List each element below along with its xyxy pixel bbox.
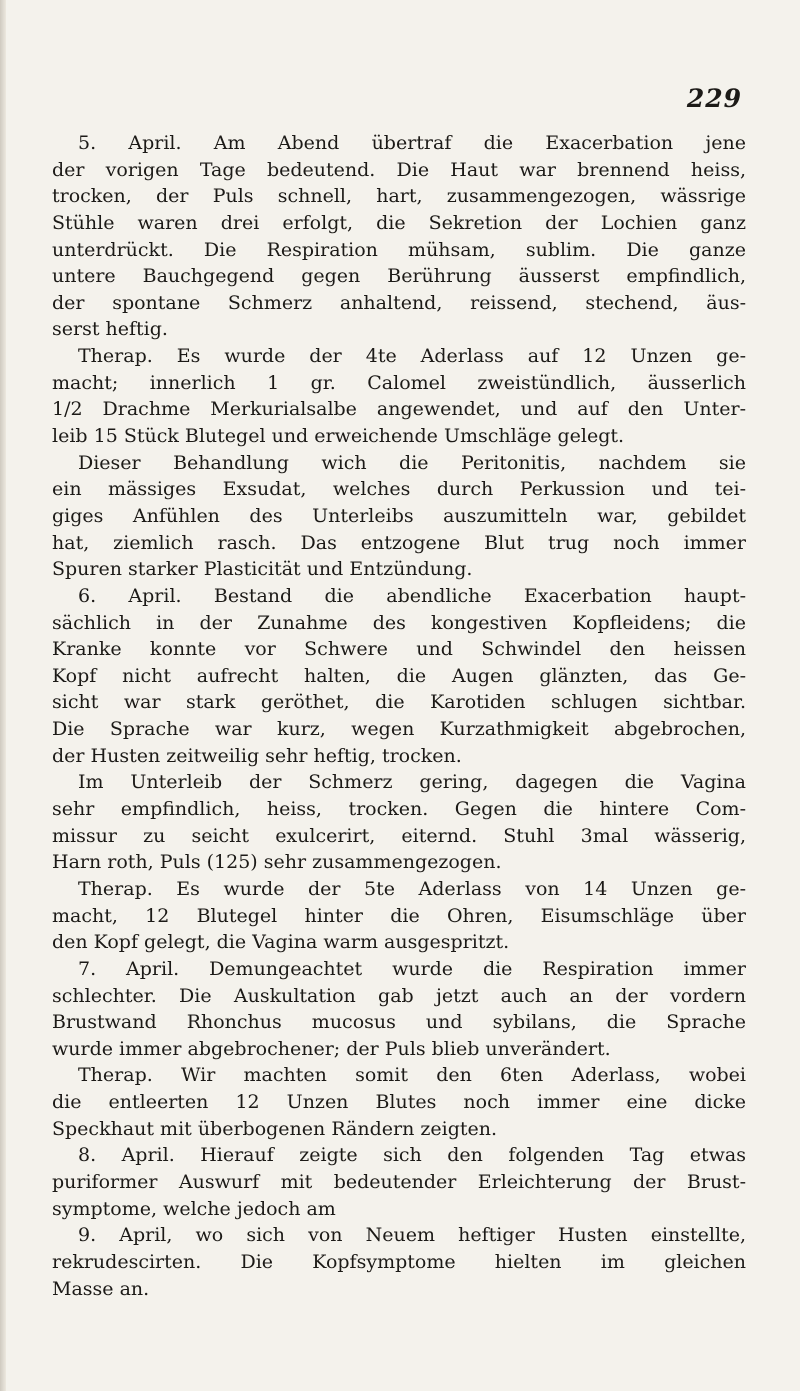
text-line: 7. April. Demungeachtet wurde die Respiration immer (78, 957, 746, 980)
text-line: missur zu seicht exulcerirt, eiternd. Stuhl 3mal wässerig, (52, 824, 746, 847)
text-line: Brustwand Rhonchus mucosus und sybilans, die Sprache (52, 1011, 746, 1034)
text-line: der spontane Schmerz anhaltend, reissend, stechend, äus- (52, 291, 746, 314)
page-number: 229 (686, 84, 742, 113)
text-line: trocken, der Puls schnell, hart, zusammengezogen, wässrige (52, 185, 746, 208)
text-line: puriformer Auswurf mit bedeutender Erleichterung der Brust- (52, 1170, 746, 1193)
text-line: macht, 12 Blutegel hinter die Ohren, Eisumschläge über (52, 904, 746, 927)
text-line: Kopf nicht aufrecht halten, die Augen glänzten, das Ge- (52, 664, 746, 687)
text-line: symptome, welche jedoch am (52, 1197, 336, 1220)
text-line: Kranke konnte vor Schwere und Schwindel den heissen (52, 638, 746, 661)
text-line: Im Unterleib der Schmerz gering, dagegen die Vagina (78, 771, 746, 794)
text-line: der vorigen Tage bedeutend. Die Haut war brennend heiss, (52, 158, 746, 181)
text-line: sehr empfindlich, heiss, trocken. Gegen die hintere Com- (52, 798, 746, 821)
text-line: 9. April, wo sich von Neuem heftiger Husten einstellte, (78, 1224, 746, 1247)
text-line: untere Bauchgegend gegen Berührung äusserst empfindlich, (52, 265, 746, 288)
text-line: 5. April. Am Abend übertraf die Exacerbation jene (78, 132, 746, 154)
text-line: ein mässiges Exsudat, welches durch Perkussion und tei- (52, 478, 746, 501)
text-line: die entleerten 12 Unzen Blutes noch immer eine dicke (52, 1091, 746, 1114)
text-line: 6. April. Bestand die abendliche Exacerbation haupt- (78, 584, 746, 607)
text-line: Stühle waren drei erfolgt, die Sekretion der Lochien ganz (52, 211, 746, 234)
text-line: Masse an. (52, 1277, 150, 1300)
text-line: Therap. Es wurde der 5te Aderlass von 14 Unzen ge- (78, 877, 746, 900)
text-line: rekrudescirten. Die Kopfsymptome hielten im gleichen (52, 1250, 746, 1273)
page-edge (0, 0, 6, 1391)
text-line: Dieser Behandlung wich die Peritonitis, nachdem sie (78, 451, 746, 474)
text-line: 1/2 Drachme Merkurialsalbe angewendet, und auf den Unter- (52, 398, 746, 421)
text-line: den Kopf gelegt, die Vagina warm ausgespritzt. (52, 931, 510, 954)
text-line: hat, ziemlich rasch. Das entzogene Blut trug noch immer (52, 531, 746, 554)
text-line: serst heftig. (52, 318, 168, 341)
text-line: 8. April. Hierauf zeigte sich den folgenden Tag etwas (78, 1144, 746, 1167)
text-line: Die Sprache war kurz, wegen Kurzathmigkeit abgebrochen, (52, 718, 746, 741)
text-line: leib 15 Stück Blutegel und erweichende Umschläge gelegt. (52, 425, 625, 448)
text-line: Speckhaut mit überbogenen Rändern zeigten. (52, 1117, 498, 1140)
text-line: unterdrückt. Die Respiration mühsam, sublim. Die ganze (52, 238, 746, 261)
text-line: Therap. Es wurde der 4te Aderlass auf 12 Unzen ge- (78, 345, 746, 368)
text-line: wurde immer abgebrochener; der Puls blieb unverändert. (52, 1037, 611, 1060)
text-line: macht; innerlich 1 gr. Calomel zweistündlich, äusserlich (52, 371, 746, 394)
text-line: Therap. Wir machten somit den 6ten Aderlass, wobei (78, 1064, 746, 1087)
text-line: Harn roth, Puls (125) sehr zusammengezogen. (52, 851, 502, 874)
body-text (52, 130, 746, 1302)
text-line: giges Anfühlen des Unterleibs auszumitteln war, gebildet (52, 504, 746, 527)
text-line: sächlich in der Zunahme des kongestiven Kopfleidens; die (52, 611, 746, 634)
text-line: der Husten zeitweilig sehr heftig, trocken. (52, 744, 462, 767)
text-line: Spuren starker Plasticität und Entzündung. (52, 558, 473, 581)
text-line: schlechter. Die Auskultation gab jetzt auch an der vordern (52, 984, 746, 1007)
text-line: sicht war stark geröthet, die Karotiden schlugen sichtbar. (52, 691, 746, 714)
